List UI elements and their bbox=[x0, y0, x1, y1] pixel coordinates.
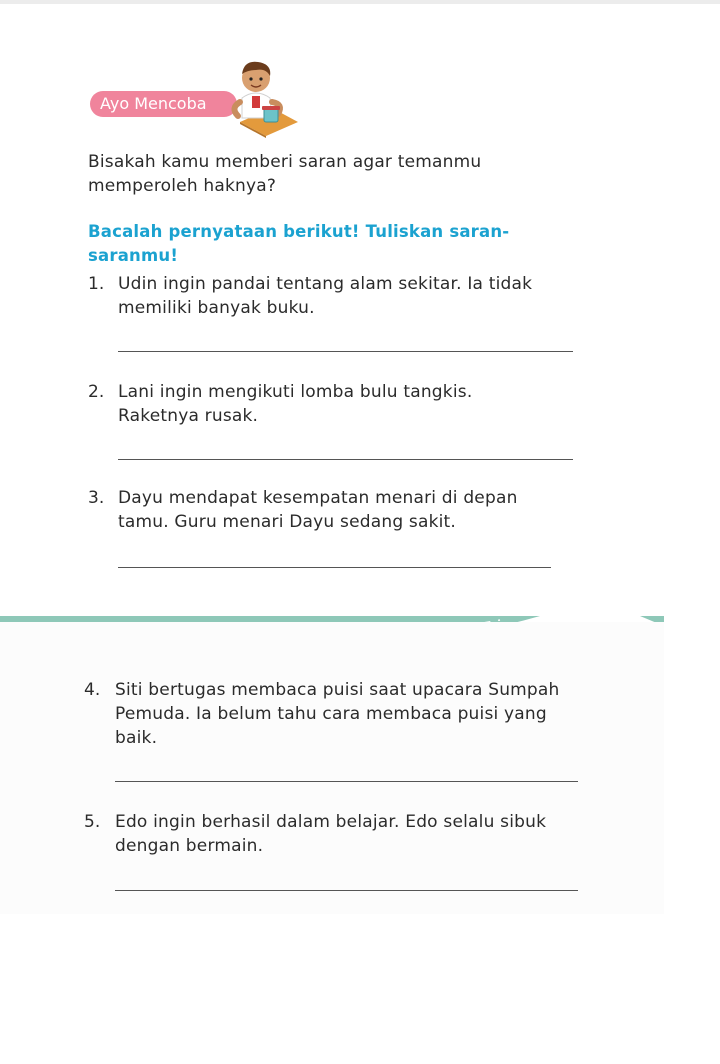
page-top-edge bbox=[0, 0, 720, 4]
question-number: 3. bbox=[88, 488, 105, 508]
ayo-mencoba-badge: Ayo Mencoba bbox=[90, 91, 237, 117]
question-text: Edo ingin berhasil dalam belajar. Edo selalu sibuk dengan bermain. bbox=[115, 812, 547, 856]
student-mascot-icon bbox=[222, 58, 300, 138]
question-number: 1. bbox=[88, 274, 105, 294]
question-text: Lani ingin mengikuti lomba bulu tangkis. Raketnya rusak. bbox=[118, 382, 473, 426]
answer-line[interactable] bbox=[115, 781, 578, 782]
answer-line[interactable] bbox=[118, 459, 573, 460]
answer-line[interactable] bbox=[118, 567, 551, 568]
question-number: 4. bbox=[84, 680, 101, 700]
instruction-heading: Bacalah pernyataan berikut! Tuliskan saran-saranmu! bbox=[88, 222, 510, 265]
answer-line[interactable] bbox=[115, 890, 578, 891]
intro-question: Bisakah kamu memberi saran agar temanmu memperoleh haknya? bbox=[88, 152, 482, 196]
question-number: 2. bbox=[88, 382, 105, 402]
answer-line[interactable] bbox=[118, 351, 573, 352]
lower-page-panel bbox=[0, 622, 664, 914]
question-text: Dayu mendapat kesempatan menari di depan tamu. Guru menari Dayu sedang sakit. bbox=[118, 488, 518, 532]
question-text: Siti bertugas membaca puisi saat upacara Sumpah Pemuda. Ia belum tahu cara membaca puisi yang baik. bbox=[115, 680, 560, 748]
question-text: Udin ingin pandai tentang alam sekitar. Ia tidak memiliki banyak buku. bbox=[118, 274, 533, 318]
question-number: 5. bbox=[84, 812, 101, 832]
